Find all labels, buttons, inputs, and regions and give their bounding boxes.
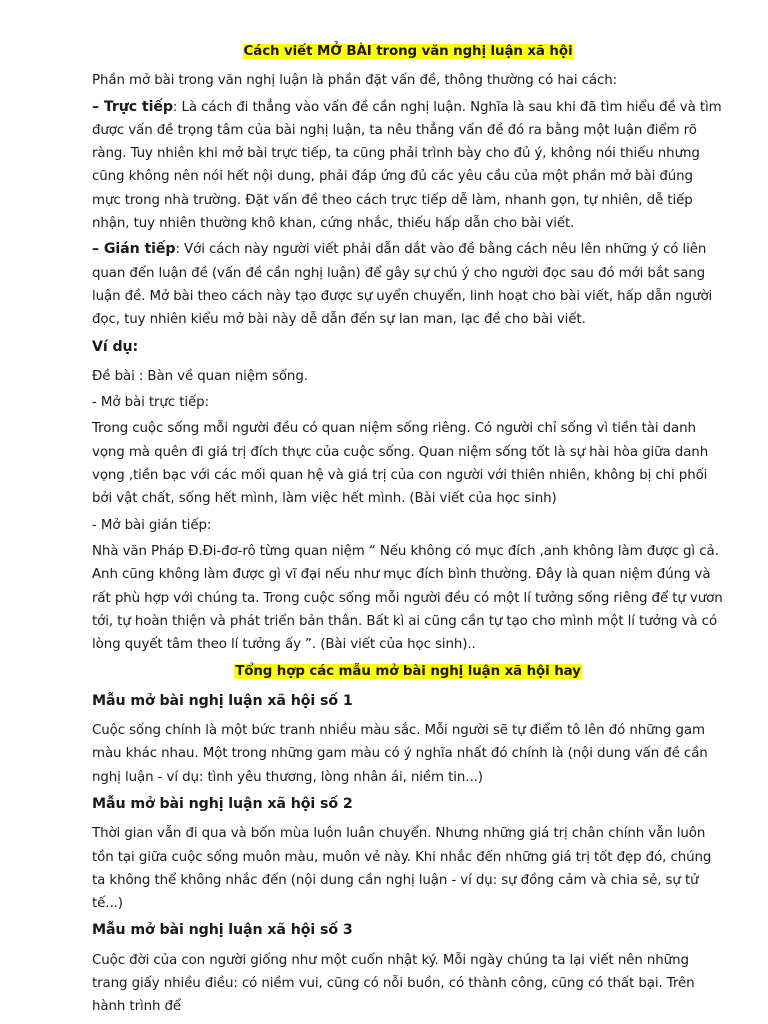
indirect-example-label: - Mở bài gián tiếp: bbox=[92, 517, 212, 533]
document-title-line bbox=[92, 40, 724, 63]
example-topic: Đề bài : Bàn về quan niệm sống. bbox=[92, 368, 308, 384]
sample-3-paragraph: Cuộc đời của con người giống như một cuốn nhật ký. Mỗi ngày chúng ta lại viết nên những trang giấy nhiều điều: có niềm vui, cũng có nỗi buồn, có thành công, cũng có thất bại. Trên hành trình để bbox=[92, 952, 695, 1015]
indirect-method-label: – Gián tiếp bbox=[92, 241, 176, 258]
example-heading: Ví dụ: bbox=[92, 338, 139, 355]
indirect-method-text: : Với cách này người viết phải dẫn dắt vào đề bằng cách nêu lên những ý có liên quan đến luận đề (vấn đề cần nghị luận) để gây sự chú ý cho người đọc sau đó mới bắt sang luận đề. Mở bài theo cách này tạo được sự uyển chuyển, linh hoạt cho bài viết, hấp dẫn người đọc, tuy nhiên kiểu mở bài này dễ dẫn đến sự lan man, lạc đề cho bài viết. bbox=[92, 242, 713, 328]
summary-title-line bbox=[92, 660, 724, 683]
direct-method-label: – Trực tiếp bbox=[92, 98, 173, 115]
direct-example-paragraph: Trong cuộc sống mỗi người đều có quan niệm sống riêng. Có người chỉ sống vì tiền tài danh vọng mà quên đi giá trị đích thực của cuộc sống. Quan niệm sống tốt là sự hài hòa giữa danh vọng ,tiền bạc với các mối quan hệ và giá trị của con người với thiên nhiên, không bị chi phối bởi vật chất, sống hết mình, làm việc hết mình. (Bài viết của học sinh) bbox=[92, 421, 709, 507]
direct-example-label: - Mở bài trực tiếp: bbox=[92, 395, 209, 411]
sample-2-paragraph: Thời gian vẫn đi qua và bốn mùa luôn luân chuyển. Nhưng những giá trị chân chính vẫn luôn tồn tại giữa cuộc sống muôn màu, muôn vẻ này. Khi nhắc đến những giá trị tốt đẹp đó, chúng ta không thể không nhắc đến (nội dung cần nghị luận - ví dụ: sự đồng cảm và chia sẻ, sự tử tế...) bbox=[92, 826, 712, 912]
indirect-example-paragraph: Nhà văn Pháp Đ.Đi-đơ-rô từng quan niệm “ Nếu không có mục đích ,anh không làm được gì cả. Anh cũng không làm được gì vĩ đại nếu như mục đích bình thường. Đây là quan niệm đúng và rất phù hợp với chúng ta. Trong cuộc sống mỗi người đều có một lí tưởng sống riêng để tự vươn tới, tự hoàn thiện và phát triển bản thân. Bất kì ai cũng cần tự tạo cho mình một lí tưởng và có lòng quyết tâm theo lí tưởng ấy ”. (Bài viết của học sinh).. bbox=[92, 543, 723, 653]
direct-method-paragraph bbox=[92, 96, 724, 236]
sample-1-heading: Mẫu mở bài nghị luận xã hội số 1 bbox=[92, 692, 353, 709]
direct-method-text: : Là cách đi thẳng vào vấn đề cần nghị luận. Nghĩa là sau khi đã tìm hiểu đề và tìm được vấn đề trọng tâm của bài nghị luận, ta nêu thẳng vấn đề đó ra bằng một luận điểm rõ ràng. Tuy nhiên khi mở bài trực tiếp, ta cũng phải trình bày cho đủ ý, không nói thiếu nhưng cũng không nên nói hết nội dung, phải đáp ứng đủ các yêu cầu của một phần mở bài đúng mực trong nhà trường. Đặt vấn đề theo cách trực tiếp dễ làm, nhanh gọn, tự nhiên, dễ tiếp nhận, tuy nhiên thường khô khan, cứng nhắc, thiếu hấp dẫn cho bài viết. bbox=[92, 99, 722, 232]
document-title: Cách viết MỞ BÀI trong văn nghị luận xã hội bbox=[243, 44, 573, 59]
summary-title: Tổng hợp các mẫu mở bài nghị luận xã hội hay bbox=[235, 664, 581, 680]
sample-1-paragraph: Cuộc sống chính là một bức tranh nhiều màu sắc. Mỗi người sẽ tự điểm tô lên đó những gam màu khác nhau. Một trong những gam màu có ý nghĩa nhất đó chính là (nội dung vấn đề cần nghị luận - ví dụ: tình yêu thương, lòng nhân ái, niềm tin...) bbox=[92, 723, 708, 785]
sample-3-heading: Mẫu mở bài nghị luận xã hội số 3 bbox=[92, 922, 353, 939]
intro-paragraph: Phần mở bài trong văn nghị luận là phần đặt vấn đề, thông thường có hai cách: bbox=[92, 73, 618, 89]
indirect-method-paragraph bbox=[92, 238, 724, 331]
sample-2-heading: Mẫu mở bài nghị luận xã hội số 2 bbox=[92, 795, 353, 812]
